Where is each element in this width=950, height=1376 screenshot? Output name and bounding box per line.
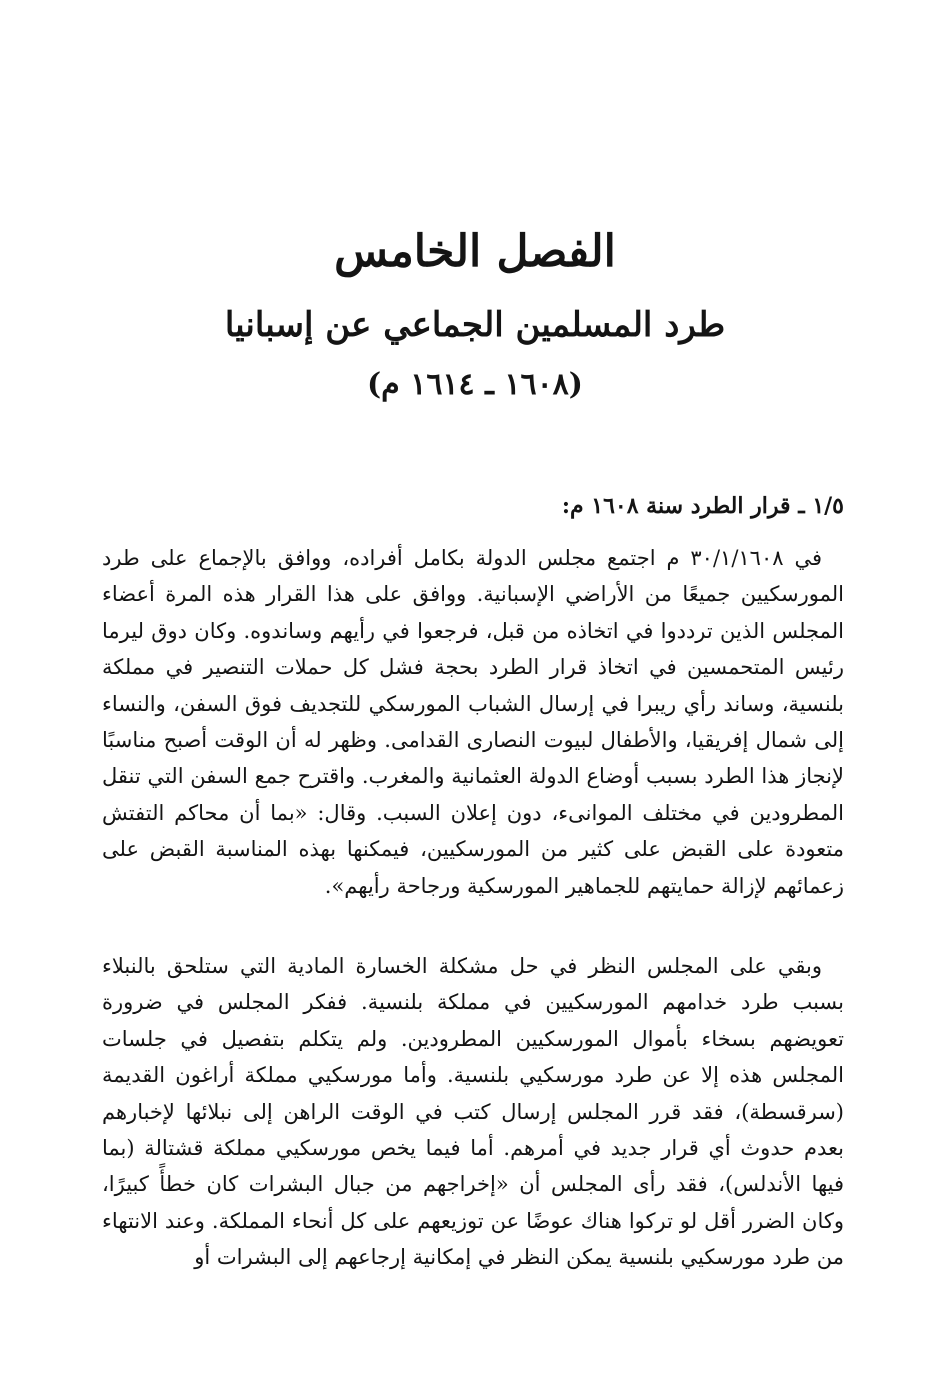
chapter-subtitle: طرد المسلمين الجماعي عن إسبانيا [224,305,726,345]
chapter-title: الفصل الخامس [334,226,616,277]
paragraph-2: وبقي على المجلس النظر في حل مشكلة الخسارة المادية التي ستلحق بالنبلاء بسبب طرد خدامهم المورسكيين في مملكة بلنسية. ففكر المجلس في ضرورة تعويضهم بسخاء بأموال المورسكيين المطرودين. ولم يتكلم بتفصيل في جلسات المجلس هذه إلا عن طرد مورسكيي بلنسية. وأما مورسكيي مملكة أراغون القديمة (سرقسطة)، فقد قرر المجلس إرسال كتب في الوقت الراهن إلى نبلائها لإخبارهم بعدم حدوث أي قرار جديد في أمرهم. أما فيما يخص مورسكيي مملكة قشتالة (بما فيها الأندلس)، فقد رأى المجلس أن «إخراجهم من جبال البشرات كان خطأً كبيرًا، وكان الضرر أقل لو تركوا هناك عوضًا عن توزيعهم على كل أنحاء المملكة. وعند الانتهاء من طرد مورسكيي بلنسية يمكن النظر في إمكانية إرجاعهم إلى البشرات أو [102,954,844,1270]
chapter-dates: (١٦٠٨ ـ ١٦١٤ م) [366,367,583,402]
paragraph-1: في ٣٠/١/١٦٠٨ م اجتمع مجلس الدولة بكامل أفراده، ووافق بالإجماع على طرد المورسكيين جميعًا من الأراضي الإسبانية. ووافق على هذا القرار هذه المرة أعضاء المجلس الذين ترددوا في اتخاذه من قبل، فرجعوا في رأيهم وساندوه. وكان دوق ليرما رئيس المتحمسين في اتخاذ قرار الطرد بحجة فشل كل حملات التنصير في مملكة بلنسية، وساند رأي ريبرا في إرسال الشباب المورسكي للتجديف فوق السفن، والنساء إلى شمال إفريقيا، والأطفال لبيوت النصارى القدامى. وظهر له أن الوقت أصبح مناسبًا لإنجاز هذا الطرد بسبب أوضاع الدولة العثمانية والمغرب. واقترح جمع السفن التي تنقل المطرودين في مختلف الموانىء، دون إعلان السبب. وقال: «بما أن محاكم التفتش متعودة على القبض على كثير من المورسكيين، فيمكنها بهذه المناسبة القبض على زعمائهم لإزالة حمايتهم للجماهير المورسكية ورجاحة رأيهم». [102,546,844,898]
section-heading: ١/٥ ـ قرار الطرد سنة ١٦٠٨ م: [561,493,844,519]
